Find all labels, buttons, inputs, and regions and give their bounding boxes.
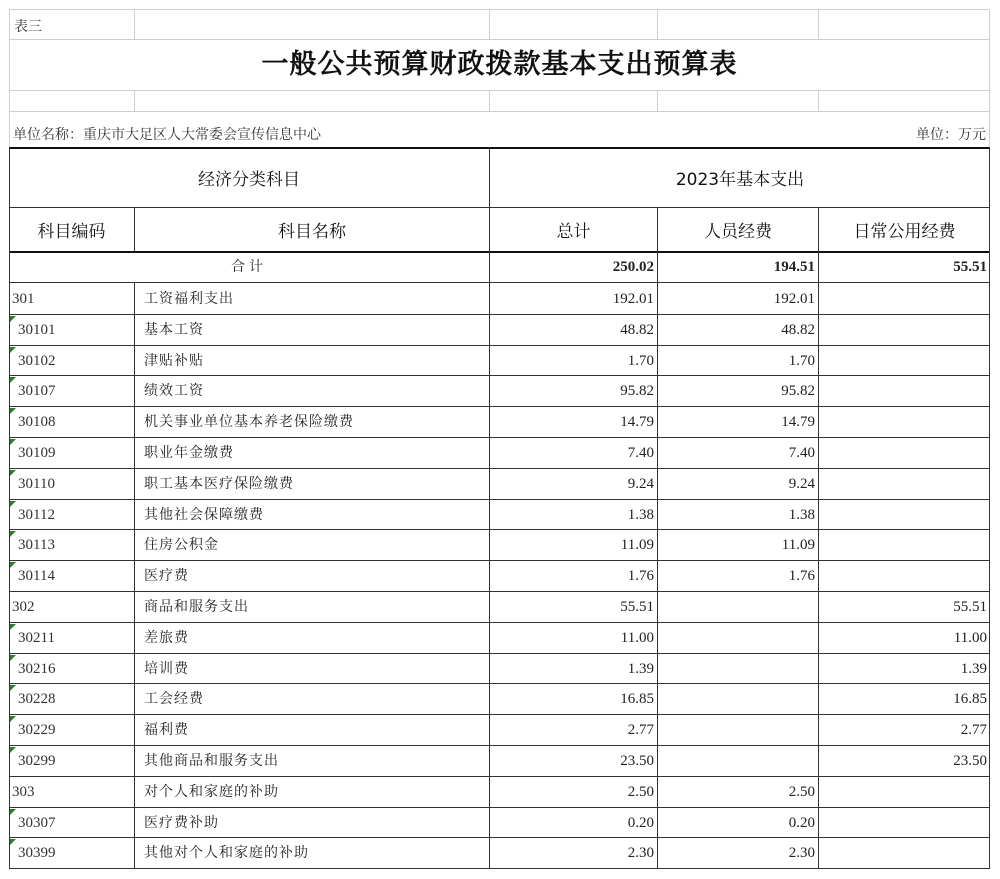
grid-line: [134, 282, 135, 869]
row-public: [819, 838, 990, 869]
summary-label: 合计: [231, 259, 267, 275]
row-name: 住房公积金: [144, 537, 219, 554]
row-name: 其他对个人和家庭的补助: [144, 845, 309, 862]
header-code: 科目编码: [37, 222, 106, 242]
row-code: 303: [12, 783, 35, 800]
row-total: 95.82: [620, 383, 654, 400]
row-name: 基本工资: [144, 321, 204, 338]
row-public: [819, 438, 990, 469]
row-public: 1.39: [960, 660, 987, 677]
row-code: 30299: [18, 753, 56, 769]
grid-line: [9, 868, 990, 869]
grid-line: [9, 251, 990, 253]
header-total: 总计: [556, 222, 591, 242]
header-econ-category: 经济分类科目: [198, 170, 300, 190]
row-personnel: 1.38: [788, 506, 815, 523]
row-personnel: 14.79: [781, 414, 815, 431]
grid-line: [134, 207, 135, 251]
row-name: 培训费: [144, 660, 189, 677]
row-name: 其他商品和服务支出: [144, 753, 279, 769]
grid-line: [489, 147, 490, 869]
row-name: 津贴补贴: [144, 352, 204, 369]
row-name: 福利费: [144, 722, 189, 739]
row-total: 2.30: [627, 845, 654, 862]
row-public: [819, 500, 990, 531]
row-code: 30228: [18, 691, 56, 708]
grid-line: [989, 147, 990, 869]
row-total: 11.09: [620, 537, 654, 554]
row-public: [819, 376, 990, 407]
row-personnel: [658, 746, 818, 777]
row-total: 55.51: [620, 599, 654, 615]
row-total: 1.38: [627, 506, 654, 523]
row-name: 职工基本医疗保险缴费: [144, 475, 294, 492]
row-personnel: 9.24: [788, 475, 815, 492]
grid-line: [9, 683, 990, 684]
grid-line: [9, 653, 990, 654]
row-total: 1.70: [627, 352, 654, 369]
grid-line: [9, 837, 990, 838]
grid-line: [9, 807, 990, 808]
row-personnel: 48.82: [781, 321, 815, 338]
grid-line: [9, 375, 990, 376]
row-public: 16.85: [953, 691, 987, 708]
grid-line: [9, 314, 990, 315]
unit-name-label: 单位名称：重庆市大足区人大常委会宣传信息中心: [13, 127, 321, 143]
row-public: [819, 469, 990, 500]
row-personnel: 95.82: [781, 383, 815, 400]
header-year-basic: 2023年基本支出: [675, 170, 805, 190]
row-total: 11.00: [620, 629, 654, 646]
row-personnel: 0.20: [788, 814, 815, 831]
row-total: 16.85: [620, 691, 654, 708]
grid-line: [9, 437, 990, 438]
grid-line: [657, 207, 658, 251]
summary-public: 55.51: [953, 259, 987, 275]
header-name: 科目名称: [278, 222, 346, 242]
row-name: 职业年金缴费: [144, 445, 234, 461]
row-personnel: [658, 654, 818, 685]
row-personnel: [658, 592, 818, 623]
row-public: [819, 530, 990, 561]
grid-line: [9, 147, 10, 869]
row-total: 192.01: [612, 291, 654, 307]
row-name: 差旅费: [144, 629, 189, 646]
row-public: [819, 315, 990, 346]
row-code: 30216: [18, 660, 56, 677]
row-personnel: [658, 684, 818, 715]
row-code: 30399: [18, 845, 56, 862]
row-code: 30113: [18, 537, 55, 554]
summary-personnel: 194.51: [773, 259, 815, 275]
row-name: 其他社会保障缴费: [144, 506, 264, 523]
row-total: 48.82: [620, 321, 654, 338]
row-total: 1.39: [627, 660, 654, 677]
row-code: 30108: [18, 414, 56, 431]
row-code: 30307: [18, 814, 56, 831]
row-personnel: 192.01: [773, 291, 815, 307]
row-personnel: 11.09: [781, 537, 815, 554]
grid-line: [818, 251, 819, 869]
row-name: 医疗费: [144, 568, 189, 585]
header-personnel: 人员经费: [704, 222, 772, 242]
row-name: 医疗费补助: [144, 814, 219, 831]
grid-line: [9, 147, 990, 149]
row-name: 绩效工资: [144, 383, 204, 400]
row-code: 30107: [18, 383, 56, 400]
grid-line: [818, 207, 819, 251]
grid-line: [9, 207, 990, 208]
row-public: [819, 808, 990, 839]
row-public: [819, 407, 990, 438]
row-personnel: 1.70: [788, 352, 815, 369]
row-public: 23.50: [953, 753, 987, 769]
row-personnel: 2.50: [788, 783, 815, 800]
row-code: 302: [12, 599, 35, 615]
row-personnel: 2.30: [788, 845, 815, 862]
row-total: 0.20: [627, 814, 654, 831]
row-total: 9.24: [627, 475, 654, 492]
row-total: 2.50: [627, 783, 654, 800]
row-code: 30110: [18, 475, 55, 492]
row-total: 2.77: [627, 722, 654, 739]
page-title: 一般公共预算财政拨款基本支出预算表: [261, 49, 738, 80]
grid-line: [9, 282, 990, 283]
row-personnel: [658, 623, 818, 654]
row-name: 工会经费: [144, 691, 204, 708]
grid-line: [9, 529, 990, 530]
row-public: [819, 284, 990, 315]
header-public: 日常公用经费: [853, 222, 956, 242]
row-public: [819, 561, 990, 592]
row-code: 30101: [18, 321, 56, 338]
summary-total: 250.02: [612, 259, 654, 275]
grid-line: [9, 560, 990, 561]
grid-line: [657, 251, 658, 869]
grid-line: [9, 622, 990, 623]
grid-line: [9, 406, 990, 407]
row-public: [819, 346, 990, 377]
row-code: 30112: [18, 506, 55, 523]
row-total: 23.50: [620, 753, 654, 769]
grid-line: [9, 499, 990, 500]
row-code: 30102: [18, 352, 56, 369]
grid-line: [9, 776, 990, 777]
table-number-label: 表三: [14, 19, 42, 35]
grid-line: [9, 745, 990, 746]
row-name: 对个人和家庭的补助: [144, 783, 279, 800]
row-total: 14.79: [620, 414, 654, 431]
currency-unit-label: 单位：万元: [916, 127, 986, 143]
row-code: 30229: [18, 722, 56, 739]
row-personnel: 1.76: [788, 568, 815, 585]
row-code: 30211: [18, 629, 55, 646]
grid-line: [9, 468, 990, 469]
row-total: 7.40: [627, 445, 654, 461]
row-name: 商品和服务支出: [144, 599, 249, 615]
row-total: 1.76: [627, 568, 654, 585]
row-personnel: [658, 715, 818, 746]
row-name: 机关事业单位基本养老保险缴费: [144, 414, 354, 431]
grid-line: [9, 591, 990, 592]
row-code: 30114: [18, 568, 55, 585]
grid-line: [9, 345, 990, 346]
row-public: [819, 777, 990, 808]
row-personnel: 7.40: [788, 445, 815, 461]
row-code: 301: [12, 291, 35, 307]
row-name: 工资福利支出: [144, 291, 234, 307]
row-code: 30109: [18, 445, 56, 461]
row-public: 2.77: [960, 722, 987, 739]
row-public: 11.00: [953, 629, 987, 646]
grid-line: [9, 714, 990, 715]
row-public: 55.51: [953, 599, 987, 615]
